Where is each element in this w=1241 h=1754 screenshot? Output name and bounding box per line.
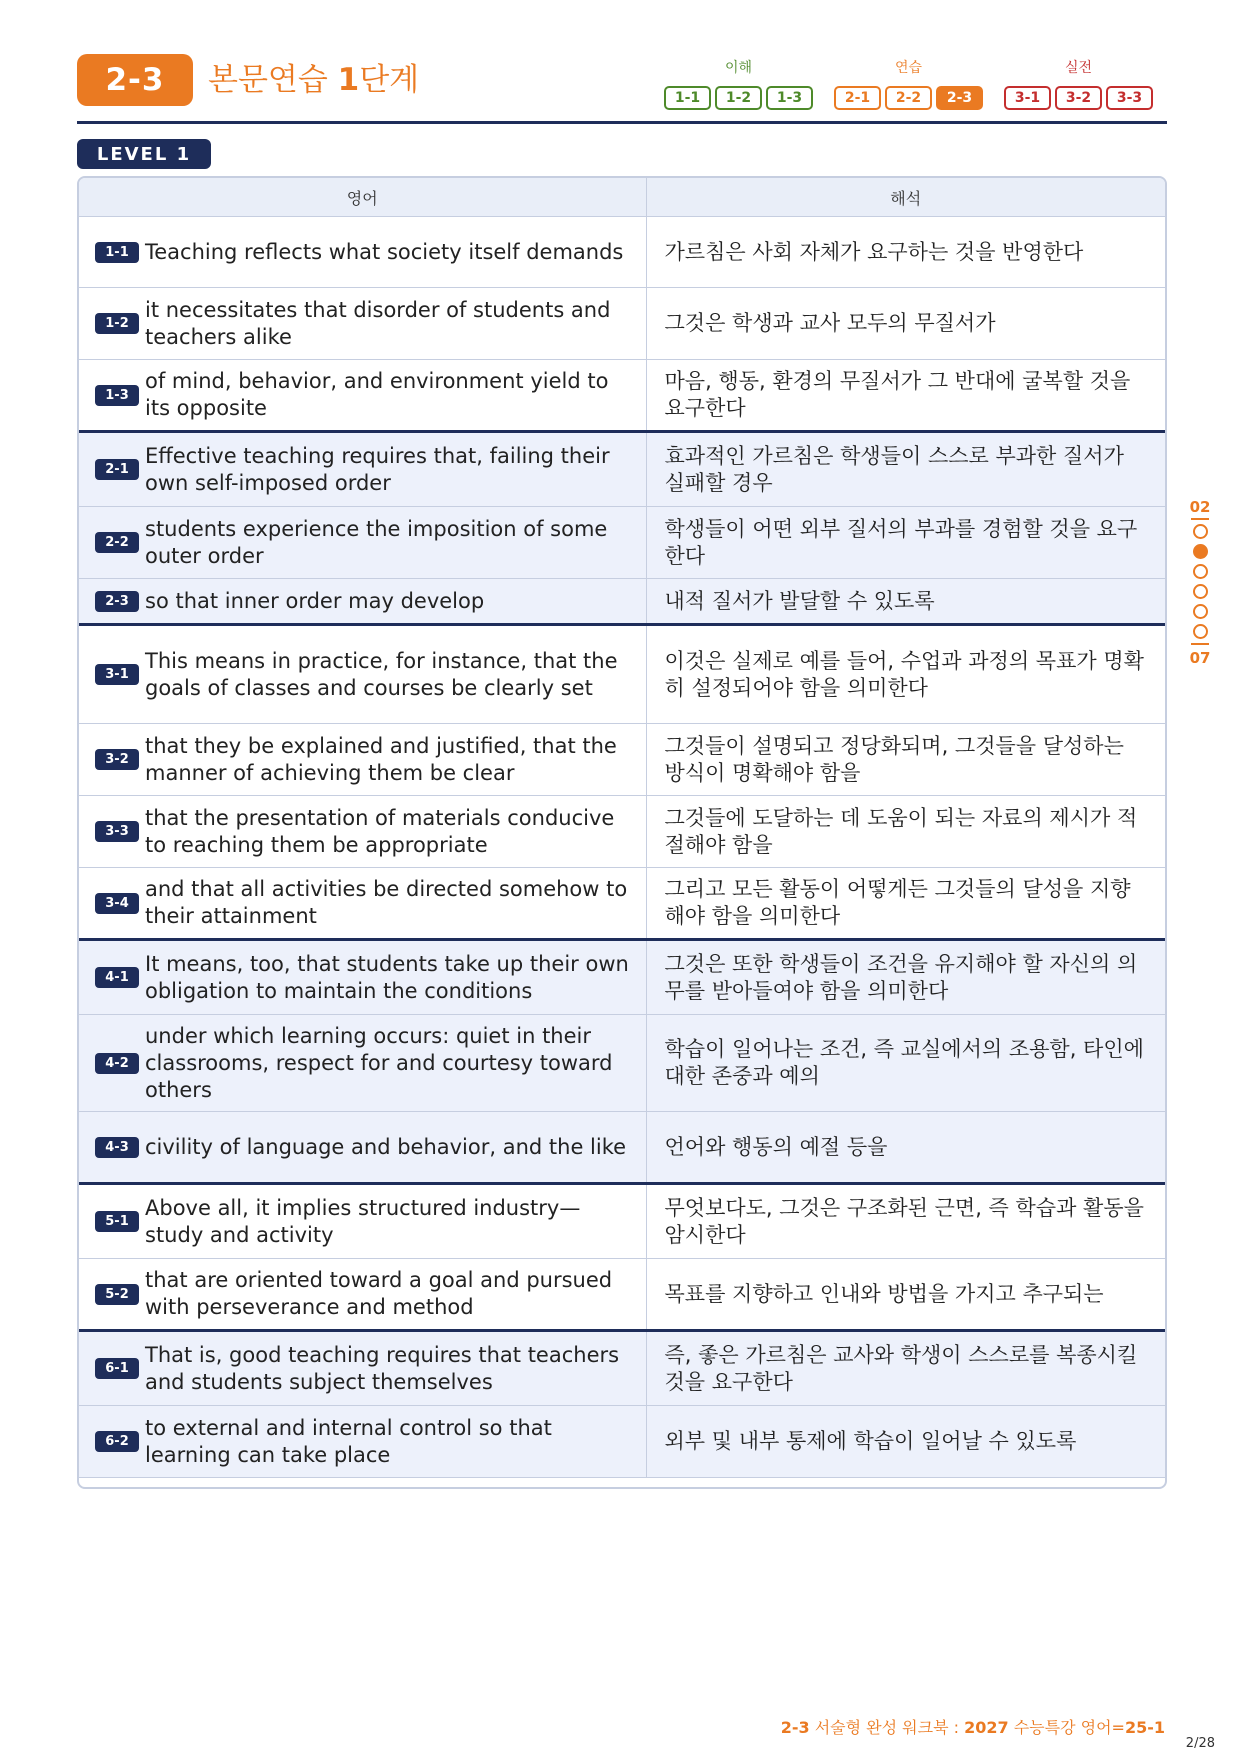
sentence-code: 4-2 [95, 1053, 139, 1074]
sentence-code: 1-3 [95, 385, 139, 406]
step-group-label: 이해 [724, 60, 753, 76]
english-sentence: that they be explained and justified, that the manner of achieving them be clear [145, 733, 617, 785]
table-row [79, 724, 1165, 796]
english-sentence: That is, good teaching requires that teachers and students subject themselves [145, 1342, 620, 1394]
nav-divider [1191, 643, 1209, 645]
sentence-code: 1-1 [95, 242, 139, 263]
table-row [79, 288, 1165, 360]
korean-translation: 학습이 일어나는 조건, 즉 교실에서의 조용함, 타인에 대한 존중과 예의 [664, 1037, 1144, 1088]
footer-title [781, 1715, 1165, 1738]
chapter-dot-current[interactable] [1193, 544, 1208, 559]
footer-text-2: 수능특강 영어= [1008, 1718, 1125, 1737]
english-sentence: of mind, behavior, and environment yield to its opposite [145, 369, 609, 420]
chapter-end-number: 07 [1189, 649, 1211, 667]
step-group-label: 연습 [894, 60, 923, 76]
step-2-1[interactable]: 2-1 [834, 86, 881, 110]
table-row [79, 796, 1165, 868]
page-title [208, 58, 419, 102]
english-sentence: Effective teaching requires that, failing their own self-imposed order [145, 443, 610, 495]
footer-number: 25-1 [1124, 1718, 1165, 1737]
english-sentence: that the presentation of materials conducive to reaching them be appropriate [145, 805, 615, 857]
sentence-code: 4-3 [95, 1137, 139, 1158]
step-2-2[interactable]: 2-2 [885, 86, 932, 110]
sentence-code: 3-4 [95, 893, 139, 914]
chapter-dot[interactable] [1193, 564, 1208, 579]
step-3-3[interactable]: 3-3 [1106, 86, 1153, 110]
english-sentence: Teaching reflects what society itself demands [145, 239, 624, 264]
chapter-dot[interactable] [1193, 524, 1208, 539]
english-sentence: students experience the imposition of some outer order [145, 516, 608, 568]
korean-translation: 가르침은 사회 자체가 요구하는 것을 반영한다 [664, 239, 1084, 264]
korean-translation: 그것은 또한 학생들이 조건을 유지해야 할 자신의 의무를 받아들여야 함을 의미한다 [664, 951, 1138, 1003]
translation-table [77, 176, 1167, 1489]
title-suffix: 단계 [359, 62, 420, 98]
title-number: 1 [337, 62, 360, 98]
sentence-code: 3-1 [95, 664, 139, 685]
english-sentence: that are oriented toward a goal and pursued with perseverance and method [145, 1268, 613, 1319]
title-prefix: 본문연습 [208, 62, 338, 98]
english-sentence: under which learning occurs: quiet in their classrooms, respect for and courtesy toward others [145, 1023, 613, 1102]
table-row [79, 1331, 1165, 1406]
korean-translation: 언어와 행동의 예절 등을 [664, 1134, 888, 1159]
page-number: 2/28 [1185, 1736, 1215, 1751]
table-row [79, 1259, 1165, 1331]
korean-translation: 무엇보다도, 그것은 구조화된 근면, 즉 학습과 활동을 암시한다 [664, 1195, 1144, 1247]
english-sentence: Above all, it implies structured industry—study and activity [145, 1195, 581, 1247]
english-sentence: This means in practice, for instance, that the goals of classes and courses be clearly set [145, 648, 618, 700]
table-row [79, 432, 1165, 507]
chapter-dot[interactable] [1193, 584, 1208, 599]
footer-text: 서술형 완성 워크북 : [809, 1718, 965, 1737]
step-1-2[interactable]: 1-2 [715, 86, 762, 110]
footer-year: 2027 [964, 1718, 1009, 1737]
table-row [79, 868, 1165, 940]
step-1-1[interactable]: 1-1 [664, 86, 711, 110]
sentence-code: 3-3 [95, 821, 139, 842]
step-3-1[interactable]: 3-1 [1004, 86, 1051, 110]
sentence-code: 1-2 [95, 313, 139, 334]
korean-translation: 마음, 행동, 환경의 무질서가 그 반대에 굴복할 것을 요구한다 [664, 369, 1131, 420]
korean-translation: 이것은 실제로 예를 들어, 수업과 과정의 목표가 명확히 설정되어야 함을 의미한다 [664, 648, 1144, 700]
sentence-code: 3-2 [95, 749, 139, 770]
table-row [79, 625, 1165, 724]
korean-translation: 그것들이 설명되고 정당화되며, 그것들을 달성하는 방식이 명확해야 함을 [664, 733, 1124, 785]
table-row [79, 940, 1165, 1015]
header-divider [77, 121, 1167, 124]
english-sentence: It means, too, that students take up their own obligation to maintain the conditions [145, 951, 629, 1003]
sentence-code: 6-1 [95, 1358, 139, 1379]
lesson-badge: 2-3 [77, 54, 193, 106]
sentence-code: 2-1 [95, 459, 139, 480]
english-sentence: to external and internal control so that learning can take place [145, 1415, 552, 1467]
chapter-start-number: 02 [1189, 498, 1211, 516]
korean-translation: 외부 및 내부 통제에 학습이 일어날 수 있도록 [664, 1429, 1077, 1453]
korean-translation: 학생들이 어떤 외부 질서의 부과를 경험할 것을 요구한다 [664, 516, 1138, 568]
column-header-english: 영어 [79, 178, 646, 217]
korean-translation: 효과적인 가르침은 학생들이 스스로 부과한 질서가 실패할 경우 [664, 443, 1124, 495]
sentence-code: 5-1 [95, 1211, 139, 1232]
table-row [79, 1184, 1165, 1259]
sentence-code: 6-2 [95, 1431, 139, 1452]
korean-translation: 즉, 좋은 가르침은 교사와 학생이 스스로를 복종시킬 것을 요구한다 [664, 1342, 1138, 1394]
english-sentence: civility of language and behavior, and the like [145, 1134, 627, 1159]
english-sentence: so that inner order may develop [145, 588, 485, 613]
table-row [79, 507, 1165, 579]
sentence-code: 2-2 [95, 532, 139, 553]
korean-translation: 내적 질서가 발달할 수 있도록 [664, 588, 935, 613]
chapter-dot[interactable] [1193, 624, 1208, 639]
korean-translation: 그리고 모든 활동이 어떻게든 그것들의 달성을 지향해야 함을 의미한다 [664, 877, 1131, 928]
table-row [79, 579, 1165, 625]
korean-translation: 그것들에 도달하는 데 도움이 되는 자료의 제시가 적절해야 함을 [664, 805, 1138, 857]
sentence-code: 4-1 [95, 967, 139, 988]
footer-code: 2-3 [780, 1718, 810, 1737]
table-row [79, 1015, 1165, 1112]
english-sentence: it necessitates that disorder of students and teachers alike [145, 297, 611, 349]
table-row [79, 360, 1165, 432]
step-group-label: 실전 [1064, 60, 1093, 76]
chapter-dots [1186, 524, 1214, 639]
column-header-korean: 해석 [646, 178, 1165, 217]
table-row [79, 1406, 1165, 1478]
table-row [79, 1112, 1165, 1184]
english-sentence: and that all activities be directed somehow to their attainment [145, 877, 628, 928]
sentence-code: 2-3 [95, 591, 139, 612]
chapter-dot[interactable] [1193, 604, 1208, 619]
nav-divider [1191, 518, 1209, 520]
korean-translation: 그것은 학생과 교사 모두의 무질서가 [664, 311, 996, 335]
step-1-3[interactable]: 1-3 [766, 86, 813, 110]
sentence-code: 5-2 [95, 1284, 139, 1305]
korean-translation: 목표를 지향하고 인내와 방법을 가지고 추구되는 [664, 1281, 1104, 1306]
step-3-2[interactable]: 3-2 [1055, 86, 1102, 110]
step-2-3[interactable]: 2-3 [936, 86, 983, 110]
level-badge: LEVEL 1 [77, 139, 211, 169]
chapter-progress-nav [1186, 498, 1214, 667]
table-row [79, 217, 1165, 288]
